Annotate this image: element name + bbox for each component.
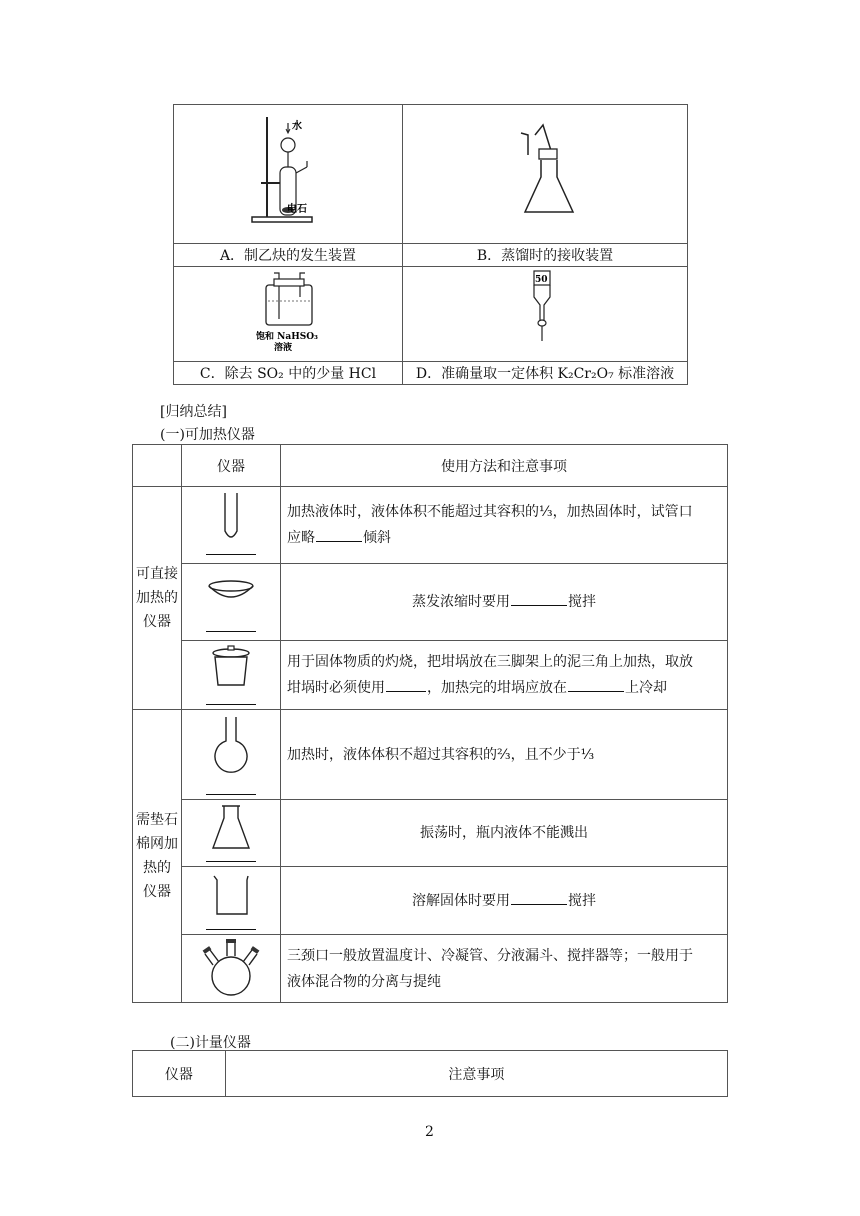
category-direct-heating: 可直接 加热的 仪器: [133, 487, 182, 710]
caption-c: C．除去 SO₂ 中的少量 HCl: [174, 362, 403, 385]
tongs-blank: [386, 690, 426, 692]
crucible-usage: 用于固体物质的灼烧，把坩埚放在三脚架上的泥三角上加热，取放 坩埚时必须使用 ，加热完的坩埚应放在 上冷却: [281, 641, 728, 710]
header-instrument-2: 仪器: [133, 1051, 226, 1097]
page-number: 2: [425, 1124, 434, 1140]
category-asbestos-heating: 需垫石 棉网加 热的 仪器: [133, 710, 182, 1003]
dish-stir-blank: [511, 604, 567, 606]
caption-b: B．蒸馏时的接收装置: [403, 244, 688, 267]
conical-flask-icon: [182, 800, 280, 866]
water-label: 水: [292, 121, 302, 132]
cell-b-figure: [403, 105, 688, 244]
summary-heading: [归纳总结]: [160, 404, 227, 420]
caption-d: D．准确量取一定体积 K₂Cr₂O₇ 标准溶液: [403, 362, 688, 385]
round-bottom-flask-icon: [182, 711, 280, 799]
solution-label-line1: 饱和 NaHSO₃: [256, 332, 318, 342]
round-flask-name-blank: [206, 794, 256, 795]
apparatus-options-table: [173, 104, 688, 385]
conical-flask-cell: [182, 800, 281, 867]
evaporating-dish-icon: [182, 564, 280, 640]
three-neck-flask-icon: [182, 936, 280, 1002]
cell-c-figure: [174, 267, 403, 362]
beaker-icon: [182, 868, 280, 934]
crucible-cell: [182, 641, 281, 710]
conical-flask-name-blank: [206, 861, 256, 862]
funnel-label: 50: [535, 275, 548, 285]
conical-flask-usage: 振荡时，瓶内液体不能溅出: [281, 800, 728, 867]
section1-title: (一)可加热仪器: [160, 427, 255, 443]
section2-title: (二)计量仪器: [170, 1035, 251, 1051]
three-neck-flask-cell: [182, 935, 281, 1003]
evaporating-dish-cell: [182, 564, 281, 641]
heatable-instruments-table: [132, 444, 728, 1003]
test-tube-icon: [182, 487, 280, 563]
acetylene-generator-figure: [174, 105, 402, 239]
gas-washing-bottle-figure: [174, 267, 402, 357]
test-tube-name-blank: [206, 554, 256, 555]
receiving-flask-figure: [403, 105, 687, 239]
cell-a-figure: [174, 105, 403, 244]
calcium-carbide-label: 电石: [287, 204, 307, 215]
caption-a: A．制乙炔的发生装置: [174, 244, 403, 267]
dish-usage: 蒸发浓缩时要用 搅拌: [281, 564, 728, 641]
beaker-stir-blank: [511, 903, 567, 905]
cell-d-figure: [403, 267, 688, 362]
round-flask-usage: 加热时，液体体积不超过其容积的⅔，且不少于⅓: [281, 710, 728, 800]
header-instrument: 仪器: [182, 445, 281, 487]
crucible-icon: [182, 641, 280, 709]
beaker-cell: [182, 867, 281, 935]
header-notes: 注意事项: [225, 1051, 727, 1097]
solution-label-line2: 溶液: [274, 343, 293, 353]
three-neck-usage: 三颈口一般放置温度计、冷凝管、分液漏斗、搅拌器等；一般用于 液体混合物的分离与提纯: [281, 935, 728, 1003]
round-flask-cell: [182, 710, 281, 800]
dish-name-blank: [206, 631, 256, 632]
crucible-name-blank: [206, 704, 256, 705]
header-usage: 使用方法和注意事项: [281, 445, 728, 487]
tilt-blank: [316, 540, 362, 542]
test-tube-cell: [182, 487, 281, 564]
measuring-instruments-table: [132, 1050, 728, 1097]
beaker-name-blank: [206, 929, 256, 930]
test-tube-usage: 加热液体时，液体体积不能超过其容积的⅓，加热固体时，试管口 应略 倾斜: [281, 487, 728, 564]
beaker-usage: 溶解固体时要用 搅拌: [281, 867, 728, 935]
cooling-place-blank: [568, 690, 624, 692]
burette-figure: [403, 267, 687, 357]
